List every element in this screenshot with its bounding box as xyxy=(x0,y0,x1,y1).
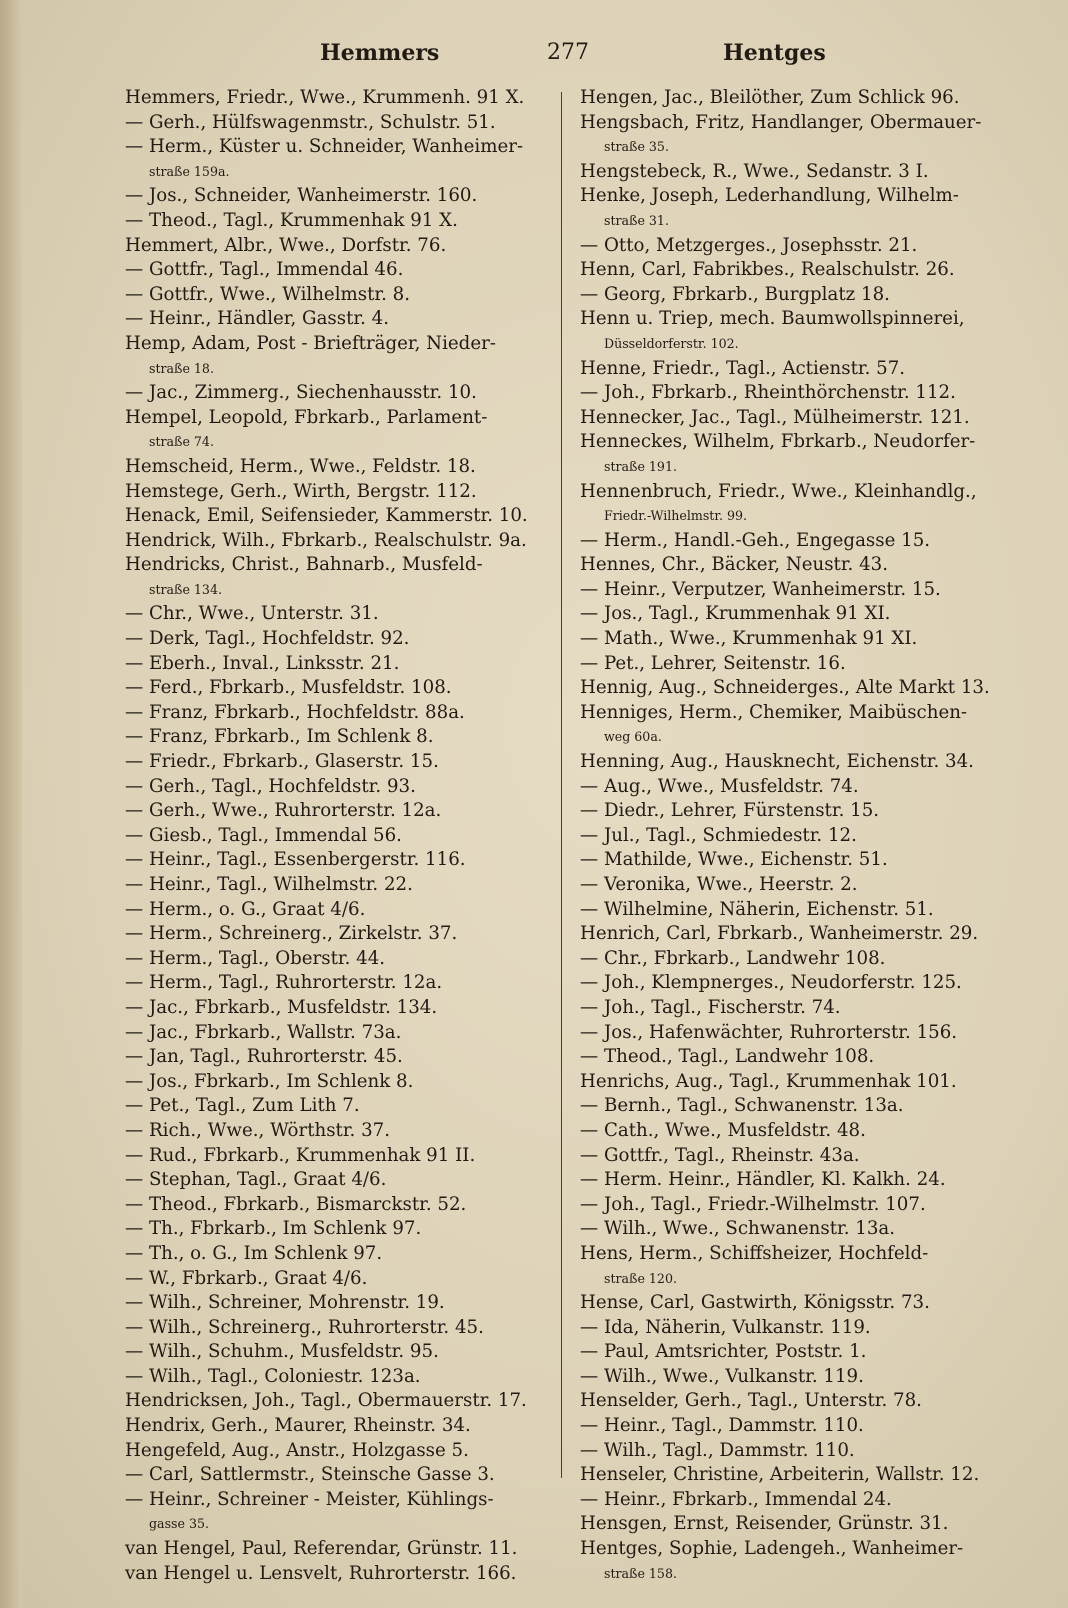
directory-entry-line: — Heinr., Schreiner - Meister, Kühlings- xyxy=(125,1488,494,1510)
page-header xyxy=(125,40,1040,76)
directory-entry-line: Henn, Carl, Fabrikbes., Realschulstr. 26. xyxy=(580,259,955,281)
column-divider xyxy=(561,92,562,1478)
directory-entry-line: — Jos., Schneider, Wanheimerstr. 160. xyxy=(125,185,478,207)
directory-entry-line: — Mathilde, Wwe., Eichenstr. 51. xyxy=(580,849,888,871)
directory-entry-line: — Herm., Tagl., Oberstr. 44. xyxy=(125,947,386,969)
directory-entry-line: — Carl, Sattlermstr., Steinsche Gasse 3. xyxy=(125,1464,495,1486)
directory-entry-line: — Joh., Fbrkarb., Rheinthörchenstr. 112. xyxy=(580,382,956,404)
directory-entry-line: — Wilhelmine, Näherin, Eichenstr. 51. xyxy=(580,898,934,920)
directory-entry-line: Düsseldorferstr. 102. xyxy=(604,335,739,351)
directory-entry-line: Hempel, Leopold, Fbrkarb., Parlament- xyxy=(125,406,488,428)
directory-entry-line: straße 18. xyxy=(149,360,214,376)
directory-entry-line: — Wilh., Tagl., Coloniestr. 123a. xyxy=(125,1365,421,1387)
directory-entry-line: Hengefeld, Aug., Anstr., Holzgasse 5. xyxy=(125,1439,469,1461)
directory-entry-line: Hennig, Aug., Schneiderges., Alte Markt 13. xyxy=(580,677,990,699)
directory-entry-line: — Theod., Tagl., Landwehr 108. xyxy=(580,1046,875,1068)
directory-entry-line: — Bernh., Tagl., Schwanenstr. 13a. xyxy=(580,1095,904,1117)
directory-entry-line: — Heinr., Tagl., Dammstr. 110. xyxy=(580,1415,864,1437)
directory-entry-line: Hemstege, Gerh., Wirth, Bergstr. 112. xyxy=(125,480,477,502)
directory-entry-line: — Otto, Metzgerges., Josephsstr. 21. xyxy=(580,234,918,256)
book-binding-edge xyxy=(0,0,22,1608)
directory-entry-line: straße 31. xyxy=(604,212,669,228)
directory-entry-line: — Heinr., Tagl., Essenbergerstr. 116. xyxy=(125,849,466,871)
directory-entry-line: straße 158. xyxy=(604,1565,677,1581)
directory-entry-line: — Aug., Wwe., Musfeldstr. 74. xyxy=(580,775,859,797)
directory-entry-line: Hennenbruch, Friedr., Wwe., Kleinhandlg., xyxy=(580,480,977,502)
directory-entry-line: Hense, Carl, Gastwirth, Königsstr. 73. xyxy=(580,1292,930,1314)
directory-entry-line: Henn u. Triep, mech. Baumwollspinnerei, xyxy=(580,308,965,330)
directory-entry-line: Henning, Aug., Hausknecht, Eichenstr. 34. xyxy=(580,751,974,773)
directory-entry-line: — Th., o. G., Im Schlenk 97. xyxy=(125,1242,383,1264)
directory-entry-line: — Gottfr., Tagl., Immendal 46. xyxy=(125,259,404,281)
directory-entry-line: straße 120. xyxy=(604,1270,677,1286)
directory-entry-line: — Joh., Klempnerges., Neudorferstr. 125. xyxy=(580,972,962,994)
directory-entry-line: — Theod., Tagl., Krummenhak 91 X. xyxy=(125,209,458,231)
directory-entry-line: Hens, Herm., Schiffsheizer, Hochfeld- xyxy=(580,1242,929,1264)
directory-entry-line: Hennecker, Jac., Tagl., Mülheimerstr. 121. xyxy=(580,406,970,428)
directory-entry-line: van Hengel, Paul, Referendar, Grünstr. 11. xyxy=(125,1538,518,1560)
header-last-name: Hentges xyxy=(723,40,826,66)
directory-entry-line: — Heinr., Händler, Gasstr. 4. xyxy=(125,308,390,330)
directory-entry-line: — Wilh., Wwe., Vulkanstr. 119. xyxy=(580,1365,864,1387)
directory-entry-line: — Paul, Amtsrichter, Poststr. 1. xyxy=(580,1341,867,1363)
directory-entry-line: — Pet., Lehrer, Seitenstr. 16. xyxy=(580,652,846,674)
directory-entry-line: — Giesb., Tagl., Immendal 56. xyxy=(125,824,402,846)
directory-entry-line: Hendricksen, Joh., Tagl., Obermauerstr. 17. xyxy=(125,1390,527,1412)
directory-entry-line: straße 191. xyxy=(604,458,677,474)
directory-entry-line: — Rud., Fbrkarb., Krummenhak 91 II. xyxy=(125,1144,476,1166)
directory-entry-line: — Cath., Wwe., Musfeldstr. 48. xyxy=(580,1119,866,1141)
directory-entry-line: — Diedr., Lehrer, Fürstenstr. 15. xyxy=(580,800,880,822)
directory-entry-line: — Jac., Zimmerg., Siechenhausstr. 10. xyxy=(125,382,477,404)
directory-entry-line: — Wilh., Tagl., Dammstr. 110. xyxy=(580,1439,855,1461)
directory-entry-line: Henseler, Christine, Arbeiterin, Wallstr. 12. xyxy=(580,1464,980,1486)
directory-entry-line: — Gerh., Wwe., Ruhrorterstr. 12a. xyxy=(125,800,442,822)
directory-entry-line: Henrichs, Aug., Tagl., Krummenhak 101. xyxy=(580,1070,957,1092)
directory-entry-line: — Jan, Tagl., Ruhrorterstr. 45. xyxy=(125,1046,403,1068)
directory-entry-line: Hendrix, Gerh., Maurer, Rheinstr. 34. xyxy=(125,1415,471,1437)
directory-entry-line: — Joh., Tagl., Friedr.-Wilhelmstr. 107. xyxy=(580,1193,926,1215)
directory-entry-line: — Jos., Tagl., Krummenhak 91 XI. xyxy=(580,603,891,625)
directory-entry-line: — Herm., o. G., Graat 4/6. xyxy=(125,898,366,920)
directory-entry-line: — Herm., Schreinerg., Zirkelstr. 37. xyxy=(125,923,458,945)
directory-entry-line: — Herm., Tagl., Ruhrorterstr. 12a. xyxy=(125,972,443,994)
directory-entry-line: — Heinr., Fbrkarb., Immendal 24. xyxy=(580,1488,892,1510)
directory-entry-line: Hengen, Jac., Bleilöther, Zum Schlick 96. xyxy=(580,87,960,108)
directory-entry-line: Henselder, Gerh., Tagl., Unterstr. 78. xyxy=(580,1390,922,1412)
directory-entry-line: — Franz, Fbrkarb., Hochfeldstr. 88a. xyxy=(125,701,465,723)
directory-entry-line: — Jul., Tagl., Schmiedestr. 12. xyxy=(580,824,857,846)
directory-entry-line: — Friedr., Fbrkarb., Glaserstr. 15. xyxy=(125,751,439,773)
directory-entry-line: Hemmers, Friedr., Wwe., Krummenh. 91 X. xyxy=(125,87,525,108)
page-number: 277 xyxy=(547,40,589,65)
directory-entry-line: — Derk, Tagl., Hochfeldstr. 92. xyxy=(125,628,410,650)
directory-entry-line: — Gottfr., Wwe., Wilhelmstr. 8. xyxy=(125,283,411,305)
directory-entry-line: — Wilh., Schreinerg., Ruhrorterstr. 45. xyxy=(125,1316,484,1338)
directory-entry-line: Hendricks, Christ., Bahnarb., Musfeld- xyxy=(125,554,483,576)
directory-entry-line: — Gerh., Tagl., Hochfeldstr. 93. xyxy=(125,775,416,797)
directory-entry-line: Hemscheid, Herm., Wwe., Feldstr. 18. xyxy=(125,455,476,477)
directory-entry-line: Hendrick, Wilh., Fbrkarb., Realschulstr. 9a. xyxy=(125,529,527,551)
left-column xyxy=(125,86,555,1586)
directory-entry-line: — Franz, Fbrkarb., Im Schlenk 8. xyxy=(125,726,434,748)
directory-entry-line: — Ferd., Fbrkarb., Musfeldstr. 108. xyxy=(125,677,452,699)
directory-entry-line: — Jos., Fbrkarb., Im Schlenk 8. xyxy=(125,1070,414,1092)
directory-entry-line: — Herm., Küster u. Schneider, Wanheimer- xyxy=(125,136,524,158)
directory-entry-line: Henack, Emil, Seifensieder, Kammerstr. 10. xyxy=(125,505,528,527)
directory-entry-line: — Veronika, Wwe., Heerstr. 2. xyxy=(580,874,858,895)
directory-entry-line: gasse 35. xyxy=(149,1516,209,1532)
directory-entry-line: Hengstebeck, R., Wwe., Sedanstr. 3 I. xyxy=(580,160,929,182)
directory-entry-line: Hennes, Chr., Bäcker, Neustr. 43. xyxy=(580,554,889,576)
directory-entry-line: Hengsbach, Fritz, Handlanger, Obermauer- xyxy=(580,111,982,133)
header-first-name: Hemmers xyxy=(320,40,440,66)
directory-entry-line: straße 35. xyxy=(604,139,669,155)
directory-entry-line: — Heinr., Verputzer, Wanheimerstr. 15. xyxy=(580,578,941,600)
directory-entry-line: Henniges, Herm., Chemiker, Maibüschen- xyxy=(580,701,968,723)
directory-entry-line: Henne, Friedr., Tagl., Actienstr. 57. xyxy=(580,357,906,379)
directory-entry-line: straße 134. xyxy=(149,581,222,597)
directory-entry-line: — Theod., Fbrkarb., Bismarckstr. 52. xyxy=(125,1193,467,1215)
directory-entry-line: — Math., Wwe., Krummenhak 91 XI. xyxy=(580,628,918,650)
directory-entry-line: van Hengel u. Lensvelt, Ruhrorterstr. 166. xyxy=(125,1562,517,1584)
directory-entry-line: — Herm. Heinr., Händler, Kl. Kalkh. 24. xyxy=(580,1169,946,1191)
directory-entry-line: — Jos., Hafenwächter, Ruhrorterstr. 156. xyxy=(580,1021,958,1043)
directory-entry-line: Hentges, Sophie, Ladengeh., Wanheimer- xyxy=(580,1538,964,1560)
directory-entry-line: — Chr., Fbrkarb., Landwehr 108. xyxy=(580,947,886,969)
directory-entry-line: weg 60a. xyxy=(604,729,662,745)
directory-entry-line: — Wilh., Schuhm., Musfeldstr. 95. xyxy=(125,1341,439,1363)
directory-entry-line: — Eberh., Inval., Linksstr. 21. xyxy=(125,652,400,674)
directory-entry-line: — Jac., Fbrkarb., Wallstr. 73a. xyxy=(125,1021,402,1043)
directory-entry-line: — Joh., Tagl., Fischerstr. 74. xyxy=(580,996,841,1018)
directory-entry-line: — Chr., Wwe., Unterstr. 31. xyxy=(125,603,379,625)
directory-entry-line: Hensgen, Ernst, Reisender, Grünstr. 31. xyxy=(580,1513,949,1535)
directory-entry-line: — Wilh., Wwe., Schwanenstr. 13a. xyxy=(580,1218,896,1240)
directory-entry-line: — Gerh., Hülfswagenmstr., Schulstr. 51. xyxy=(125,111,496,133)
directory-entry-line: Hemp, Adam, Post - Briefträger, Nieder- xyxy=(125,332,496,354)
directory-entry-line: — Pet., Tagl., Zum Lith 7. xyxy=(125,1095,360,1117)
directory-entry-line: — Gottfr., Tagl., Rheinstr. 43a. xyxy=(580,1144,860,1166)
right-column xyxy=(580,86,1010,1586)
directory-entry-line: — Herm., Handl.-Geh., Engegasse 15. xyxy=(580,529,931,551)
directory-entry-line: — Th., Fbrkarb., Im Schlenk 97. xyxy=(125,1218,422,1240)
directory-entry-line: straße 74. xyxy=(149,434,214,450)
directory-entry-line: Friedr.-Wilhelmstr. 99. xyxy=(604,508,748,524)
directory-entry-line: — Wilh., Schreiner, Mohrenstr. 19. xyxy=(125,1292,445,1314)
directory-entry-line: Henke, Joseph, Lederhandlung, Wilhelm- xyxy=(580,185,959,207)
directory-entry-line: Henrich, Carl, Fbrkarb., Wanheimerstr. 29. xyxy=(580,923,979,945)
directory-entry-line: — Heinr., Tagl., Wilhelmstr. 22. xyxy=(125,874,413,895)
directory-entry-line: — Jac., Fbrkarb., Musfeldstr. 134. xyxy=(125,996,438,1018)
directory-entry-line: Henneckes, Wilhelm, Fbrkarb., Neudorfer- xyxy=(580,431,976,453)
directory-entry-line: — Rich., Wwe., Wörthstr. 37. xyxy=(125,1119,391,1141)
directory-entry-line: — Ida, Näherin, Vulkanstr. 119. xyxy=(580,1316,871,1338)
directory-entry-line: — W., Fbrkarb., Graat 4/6. xyxy=(125,1267,368,1289)
directory-entry-line: straße 159a. xyxy=(149,163,230,179)
directory-entry-line: — Georg, Fbrkarb., Burgplatz 18. xyxy=(580,283,890,305)
directory-entry-line: Hemmert, Albr., Wwe., Dorfstr. 76. xyxy=(125,234,447,256)
directory-entry-line: — Stephan, Tagl., Graat 4/6. xyxy=(125,1169,387,1191)
